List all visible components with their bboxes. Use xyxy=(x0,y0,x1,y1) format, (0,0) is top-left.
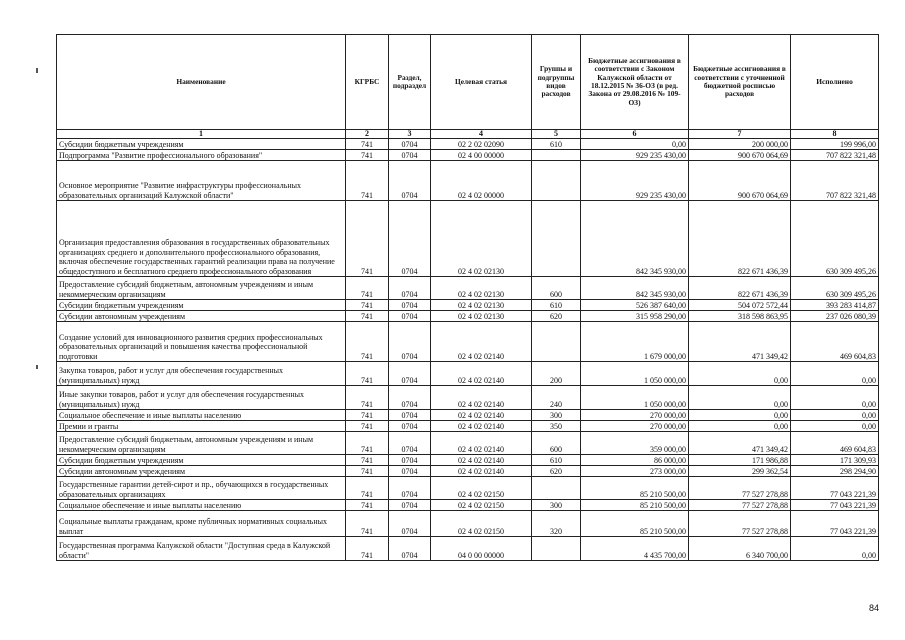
row-kgrbs: 741 xyxy=(346,500,389,511)
row-target-article: 02 4 02 02130 xyxy=(431,201,532,277)
row-law-amount: 0,00 xyxy=(581,139,689,150)
row-plan-amount: 171 986,88 xyxy=(689,455,791,466)
column-header: КГРБС xyxy=(346,35,389,130)
row-razdel: 0704 xyxy=(389,311,431,322)
row-executed-amount: 0,00 xyxy=(791,410,879,421)
scan-mark xyxy=(36,68,38,73)
row-name: Подпрограмма "Развитие профессионального образования" xyxy=(57,150,346,161)
column-header: Бюджетные ассигнования в соответствии с Законом Калужской области от 18.12.2015 № 36-ОЗ (в ред. Закона от 29.08.2016 № 109-ОЗ) xyxy=(581,35,689,130)
table-row xyxy=(57,537,879,561)
row-plan-amount: 200 000,00 xyxy=(689,139,791,150)
row-executed-amount: 0,00 xyxy=(791,386,879,410)
scan-mark xyxy=(36,365,38,369)
column-number-row xyxy=(57,130,879,139)
row-target-article: 02 4 02 02140 xyxy=(431,466,532,477)
table-row xyxy=(57,362,879,386)
row-kgrbs: 741 xyxy=(346,537,389,561)
row-expense-type xyxy=(532,201,581,277)
row-kgrbs: 741 xyxy=(346,477,389,500)
row-plan-amount: 900 670 064,69 xyxy=(689,161,791,201)
row-plan-amount: 822 671 436,39 xyxy=(689,277,791,300)
row-expense-type: 320 xyxy=(532,511,581,537)
table-row xyxy=(57,139,879,150)
row-plan-amount: 318 598 863,95 xyxy=(689,311,791,322)
row-expense-type xyxy=(532,322,581,362)
table-row xyxy=(57,500,879,511)
row-expense-type: 620 xyxy=(532,311,581,322)
row-name: Субсидии бюджетным учреждениям xyxy=(57,300,346,311)
row-razdel: 0704 xyxy=(389,277,431,300)
row-plan-amount: 6 340 700,00 xyxy=(689,537,791,561)
row-kgrbs: 741 xyxy=(346,432,389,455)
row-name: Социальные выплаты гражданам, кроме публичных нормативных социальных выплат xyxy=(57,511,346,537)
row-name: Организация предоставления образования в государственных образовательных организациях среднего и дополнительного профессионального образования, включая обеспечение государственных гарантий реализации права на получение общедоступного и бесплатного среднего профессионального образования xyxy=(57,201,346,277)
row-kgrbs: 741 xyxy=(346,455,389,466)
row-razdel: 0704 xyxy=(389,466,431,477)
column-number: 3 xyxy=(389,130,431,139)
row-expense-type: 600 xyxy=(532,277,581,300)
column-header: Наименование xyxy=(57,35,346,130)
row-razdel: 0704 xyxy=(389,511,431,537)
row-law-amount: 85 210 500,00 xyxy=(581,477,689,500)
row-executed-amount: 171 309,93 xyxy=(791,455,879,466)
row-target-article: 02 4 02 02130 xyxy=(431,300,532,311)
table-row xyxy=(57,201,879,277)
row-target-article: 02 4 02 02140 xyxy=(431,362,532,386)
row-law-amount: 86 000,00 xyxy=(581,455,689,466)
column-number: 5 xyxy=(532,130,581,139)
row-law-amount: 1 050 000,00 xyxy=(581,362,689,386)
row-target-article: 02 4 02 02140 xyxy=(431,410,532,421)
row-plan-amount: 0,00 xyxy=(689,421,791,432)
table-row xyxy=(57,511,879,537)
row-name: Субсидии бюджетным учреждениям xyxy=(57,139,346,150)
row-name: Создание условий для инновационного развития средних профессиональных образовательных организаций и повышения качества профессиональной подготовки xyxy=(57,322,346,362)
table-row xyxy=(57,322,879,362)
row-executed-amount: 298 294,90 xyxy=(791,466,879,477)
row-plan-amount: 471 349,42 xyxy=(689,322,791,362)
row-executed-amount: 237 026 080,39 xyxy=(791,311,879,322)
row-kgrbs: 741 xyxy=(346,300,389,311)
row-expense-type: 600 xyxy=(532,432,581,455)
row-razdel: 0704 xyxy=(389,139,431,150)
table-row xyxy=(57,455,879,466)
table-row xyxy=(57,386,879,410)
table-row xyxy=(57,410,879,421)
row-kgrbs: 741 xyxy=(346,386,389,410)
row-law-amount: 842 345 930,00 xyxy=(581,201,689,277)
row-expense-type: 620 xyxy=(532,466,581,477)
row-target-article: 02 2 02 02090 xyxy=(431,139,532,150)
row-expense-type: 200 xyxy=(532,362,581,386)
row-law-amount: 842 345 930,00 xyxy=(581,277,689,300)
row-plan-amount: 900 670 064,69 xyxy=(689,150,791,161)
row-expense-type xyxy=(532,150,581,161)
row-razdel: 0704 xyxy=(389,500,431,511)
row-plan-amount: 77 527 278,88 xyxy=(689,500,791,511)
row-plan-amount: 77 527 278,88 xyxy=(689,511,791,537)
column-number: 6 xyxy=(581,130,689,139)
row-kgrbs: 741 xyxy=(346,322,389,362)
table-row xyxy=(57,421,879,432)
row-kgrbs: 741 xyxy=(346,161,389,201)
row-expense-type: 610 xyxy=(532,455,581,466)
row-razdel: 0704 xyxy=(389,322,431,362)
row-kgrbs: 741 xyxy=(346,150,389,161)
row-name: Государственная программа Калужской области "Доступная среда в Калужской области" xyxy=(57,537,346,561)
row-law-amount: 359 000,00 xyxy=(581,432,689,455)
column-header: Группы и подгруппы видов расходов xyxy=(532,35,581,130)
row-law-amount: 4 435 700,00 xyxy=(581,537,689,561)
table-row xyxy=(57,161,879,201)
row-target-article: 02 4 02 02130 xyxy=(431,311,532,322)
row-razdel: 0704 xyxy=(389,161,431,201)
row-plan-amount: 77 527 278,88 xyxy=(689,477,791,500)
row-razdel: 0704 xyxy=(389,362,431,386)
row-target-article: 02 4 02 02130 xyxy=(431,277,532,300)
row-law-amount: 273 000,00 xyxy=(581,466,689,477)
row-executed-amount: 630 309 495,26 xyxy=(791,277,879,300)
row-target-article: 02 4 02 02140 xyxy=(431,386,532,410)
column-header: Бюджетные ассигнования в соответствии с уточненной бюджетной росписью расходов xyxy=(689,35,791,130)
row-plan-amount: 504 072 572,44 xyxy=(689,300,791,311)
row-law-amount: 85 210 500,00 xyxy=(581,511,689,537)
row-law-amount: 1 050 000,00 xyxy=(581,386,689,410)
row-name: Предоставление субсидий бюджетным, автономным учреждениям и иным некоммерческим организациям xyxy=(57,432,346,455)
row-name: Субсидии автономным учреждениям xyxy=(57,311,346,322)
row-expense-type xyxy=(532,537,581,561)
row-target-article: 02 4 02 02140 xyxy=(431,455,532,466)
row-kgrbs: 741 xyxy=(346,410,389,421)
row-target-article: 04 0 00 00000 xyxy=(431,537,532,561)
row-executed-amount: 0,00 xyxy=(791,421,879,432)
row-kgrbs: 741 xyxy=(346,362,389,386)
row-executed-amount: 77 043 221,39 xyxy=(791,500,879,511)
row-expense-type: 300 xyxy=(532,500,581,511)
row-law-amount: 1 679 000,00 xyxy=(581,322,689,362)
row-executed-amount: 199 996,00 xyxy=(791,139,879,150)
row-target-article: 02 4 02 02150 xyxy=(431,500,532,511)
row-kgrbs: 741 xyxy=(346,277,389,300)
row-expense-type: 610 xyxy=(532,139,581,150)
row-executed-amount: 469 604,83 xyxy=(791,432,879,455)
row-name: Основное мероприятие "Развитие инфраструктуры профессиональных образовательных организаций Калужской области" xyxy=(57,161,346,201)
row-executed-amount: 707 822 321,48 xyxy=(791,150,879,161)
row-name: Социальное обеспечение и иные выплаты населению xyxy=(57,410,346,421)
table-row xyxy=(57,466,879,477)
row-executed-amount: 77 043 221,39 xyxy=(791,477,879,500)
table-row xyxy=(57,300,879,311)
row-razdel: 0704 xyxy=(389,300,431,311)
table-row xyxy=(57,311,879,322)
row-plan-amount: 471 349,42 xyxy=(689,432,791,455)
row-kgrbs: 741 xyxy=(346,139,389,150)
table-row xyxy=(57,477,879,500)
row-executed-amount: 393 283 414,87 xyxy=(791,300,879,311)
column-number: 8 xyxy=(791,130,879,139)
row-razdel: 0704 xyxy=(389,432,431,455)
row-plan-amount: 0,00 xyxy=(689,410,791,421)
column-header: Целевая статья xyxy=(431,35,532,130)
row-name: Предоставление субсидий бюджетным, автономным учреждениям и иным некоммерческим организациям xyxy=(57,277,346,300)
table-header-row xyxy=(57,35,879,130)
column-number: 7 xyxy=(689,130,791,139)
row-expense-type: 610 xyxy=(532,300,581,311)
budget-table xyxy=(56,34,879,561)
row-executed-amount: 0,00 xyxy=(791,537,879,561)
row-plan-amount: 0,00 xyxy=(689,386,791,410)
table-row xyxy=(57,432,879,455)
column-number: 4 xyxy=(431,130,532,139)
row-kgrbs: 741 xyxy=(346,311,389,322)
row-target-article: 02 4 02 02140 xyxy=(431,322,532,362)
row-expense-type xyxy=(532,161,581,201)
page-number: 84 xyxy=(869,603,880,613)
row-plan-amount: 0,00 xyxy=(689,362,791,386)
row-expense-type: 350 xyxy=(532,421,581,432)
column-number: 1 xyxy=(57,130,346,139)
row-razdel: 0704 xyxy=(389,201,431,277)
row-law-amount: 315 958 290,00 xyxy=(581,311,689,322)
row-razdel: 0704 xyxy=(389,421,431,432)
row-target-article: 02 4 02 02140 xyxy=(431,432,532,455)
row-executed-amount: 469 604,83 xyxy=(791,322,879,362)
row-kgrbs: 741 xyxy=(346,421,389,432)
row-law-amount: 929 235 430,00 xyxy=(581,161,689,201)
row-target-article: 02 4 02 02150 xyxy=(431,511,532,537)
row-razdel: 0704 xyxy=(389,386,431,410)
table-row xyxy=(57,150,879,161)
row-name: Субсидии бюджетным учреждениям xyxy=(57,455,346,466)
row-razdel: 0704 xyxy=(389,410,431,421)
row-name: Премии и гранты xyxy=(57,421,346,432)
row-plan-amount: 822 671 436,39 xyxy=(689,201,791,277)
column-header: Исполнено xyxy=(791,35,879,130)
row-razdel: 0704 xyxy=(389,455,431,466)
row-law-amount: 270 000,00 xyxy=(581,410,689,421)
column-number: 2 xyxy=(346,130,389,139)
row-razdel: 0704 xyxy=(389,537,431,561)
row-kgrbs: 741 xyxy=(346,201,389,277)
row-executed-amount: 707 822 321,48 xyxy=(791,161,879,201)
row-name: Государственные гарантии детей-сирот и пр., обучающихся в государственных образовательных организациях xyxy=(57,477,346,500)
row-expense-type: 240 xyxy=(532,386,581,410)
row-name: Субсидии автономным учреждениям xyxy=(57,466,346,477)
row-executed-amount: 0,00 xyxy=(791,362,879,386)
row-plan-amount: 299 362,54 xyxy=(689,466,791,477)
row-law-amount: 85 210 500,00 xyxy=(581,500,689,511)
row-law-amount: 526 387 640,00 xyxy=(581,300,689,311)
row-razdel: 0704 xyxy=(389,150,431,161)
table-row xyxy=(57,277,879,300)
row-name: Социальное обеспечение и иные выплаты населению xyxy=(57,500,346,511)
row-kgrbs: 741 xyxy=(346,466,389,477)
row-executed-amount: 630 309 495,26 xyxy=(791,201,879,277)
row-law-amount: 270 000,00 xyxy=(581,421,689,432)
row-expense-type: 300 xyxy=(532,410,581,421)
row-kgrbs: 741 xyxy=(346,511,389,537)
row-razdel: 0704 xyxy=(389,477,431,500)
column-header: Раздел, подраздел xyxy=(389,35,431,130)
row-target-article: 02 4 02 00000 xyxy=(431,161,532,201)
row-executed-amount: 77 043 221,39 xyxy=(791,511,879,537)
row-target-article: 02 4 00 00000 xyxy=(431,150,532,161)
row-law-amount: 929 235 430,00 xyxy=(581,150,689,161)
row-name: Иные закупки товаров, работ и услуг для обеспечения государственных (муниципальных) нужд xyxy=(57,386,346,410)
row-expense-type xyxy=(532,477,581,500)
row-target-article: 02 4 02 02140 xyxy=(431,421,532,432)
row-name: Закупка товаров, работ и услуг для обеспечения государственных (муниципальных) нужд xyxy=(57,362,346,386)
row-target-article: 02 4 02 02150 xyxy=(431,477,532,500)
